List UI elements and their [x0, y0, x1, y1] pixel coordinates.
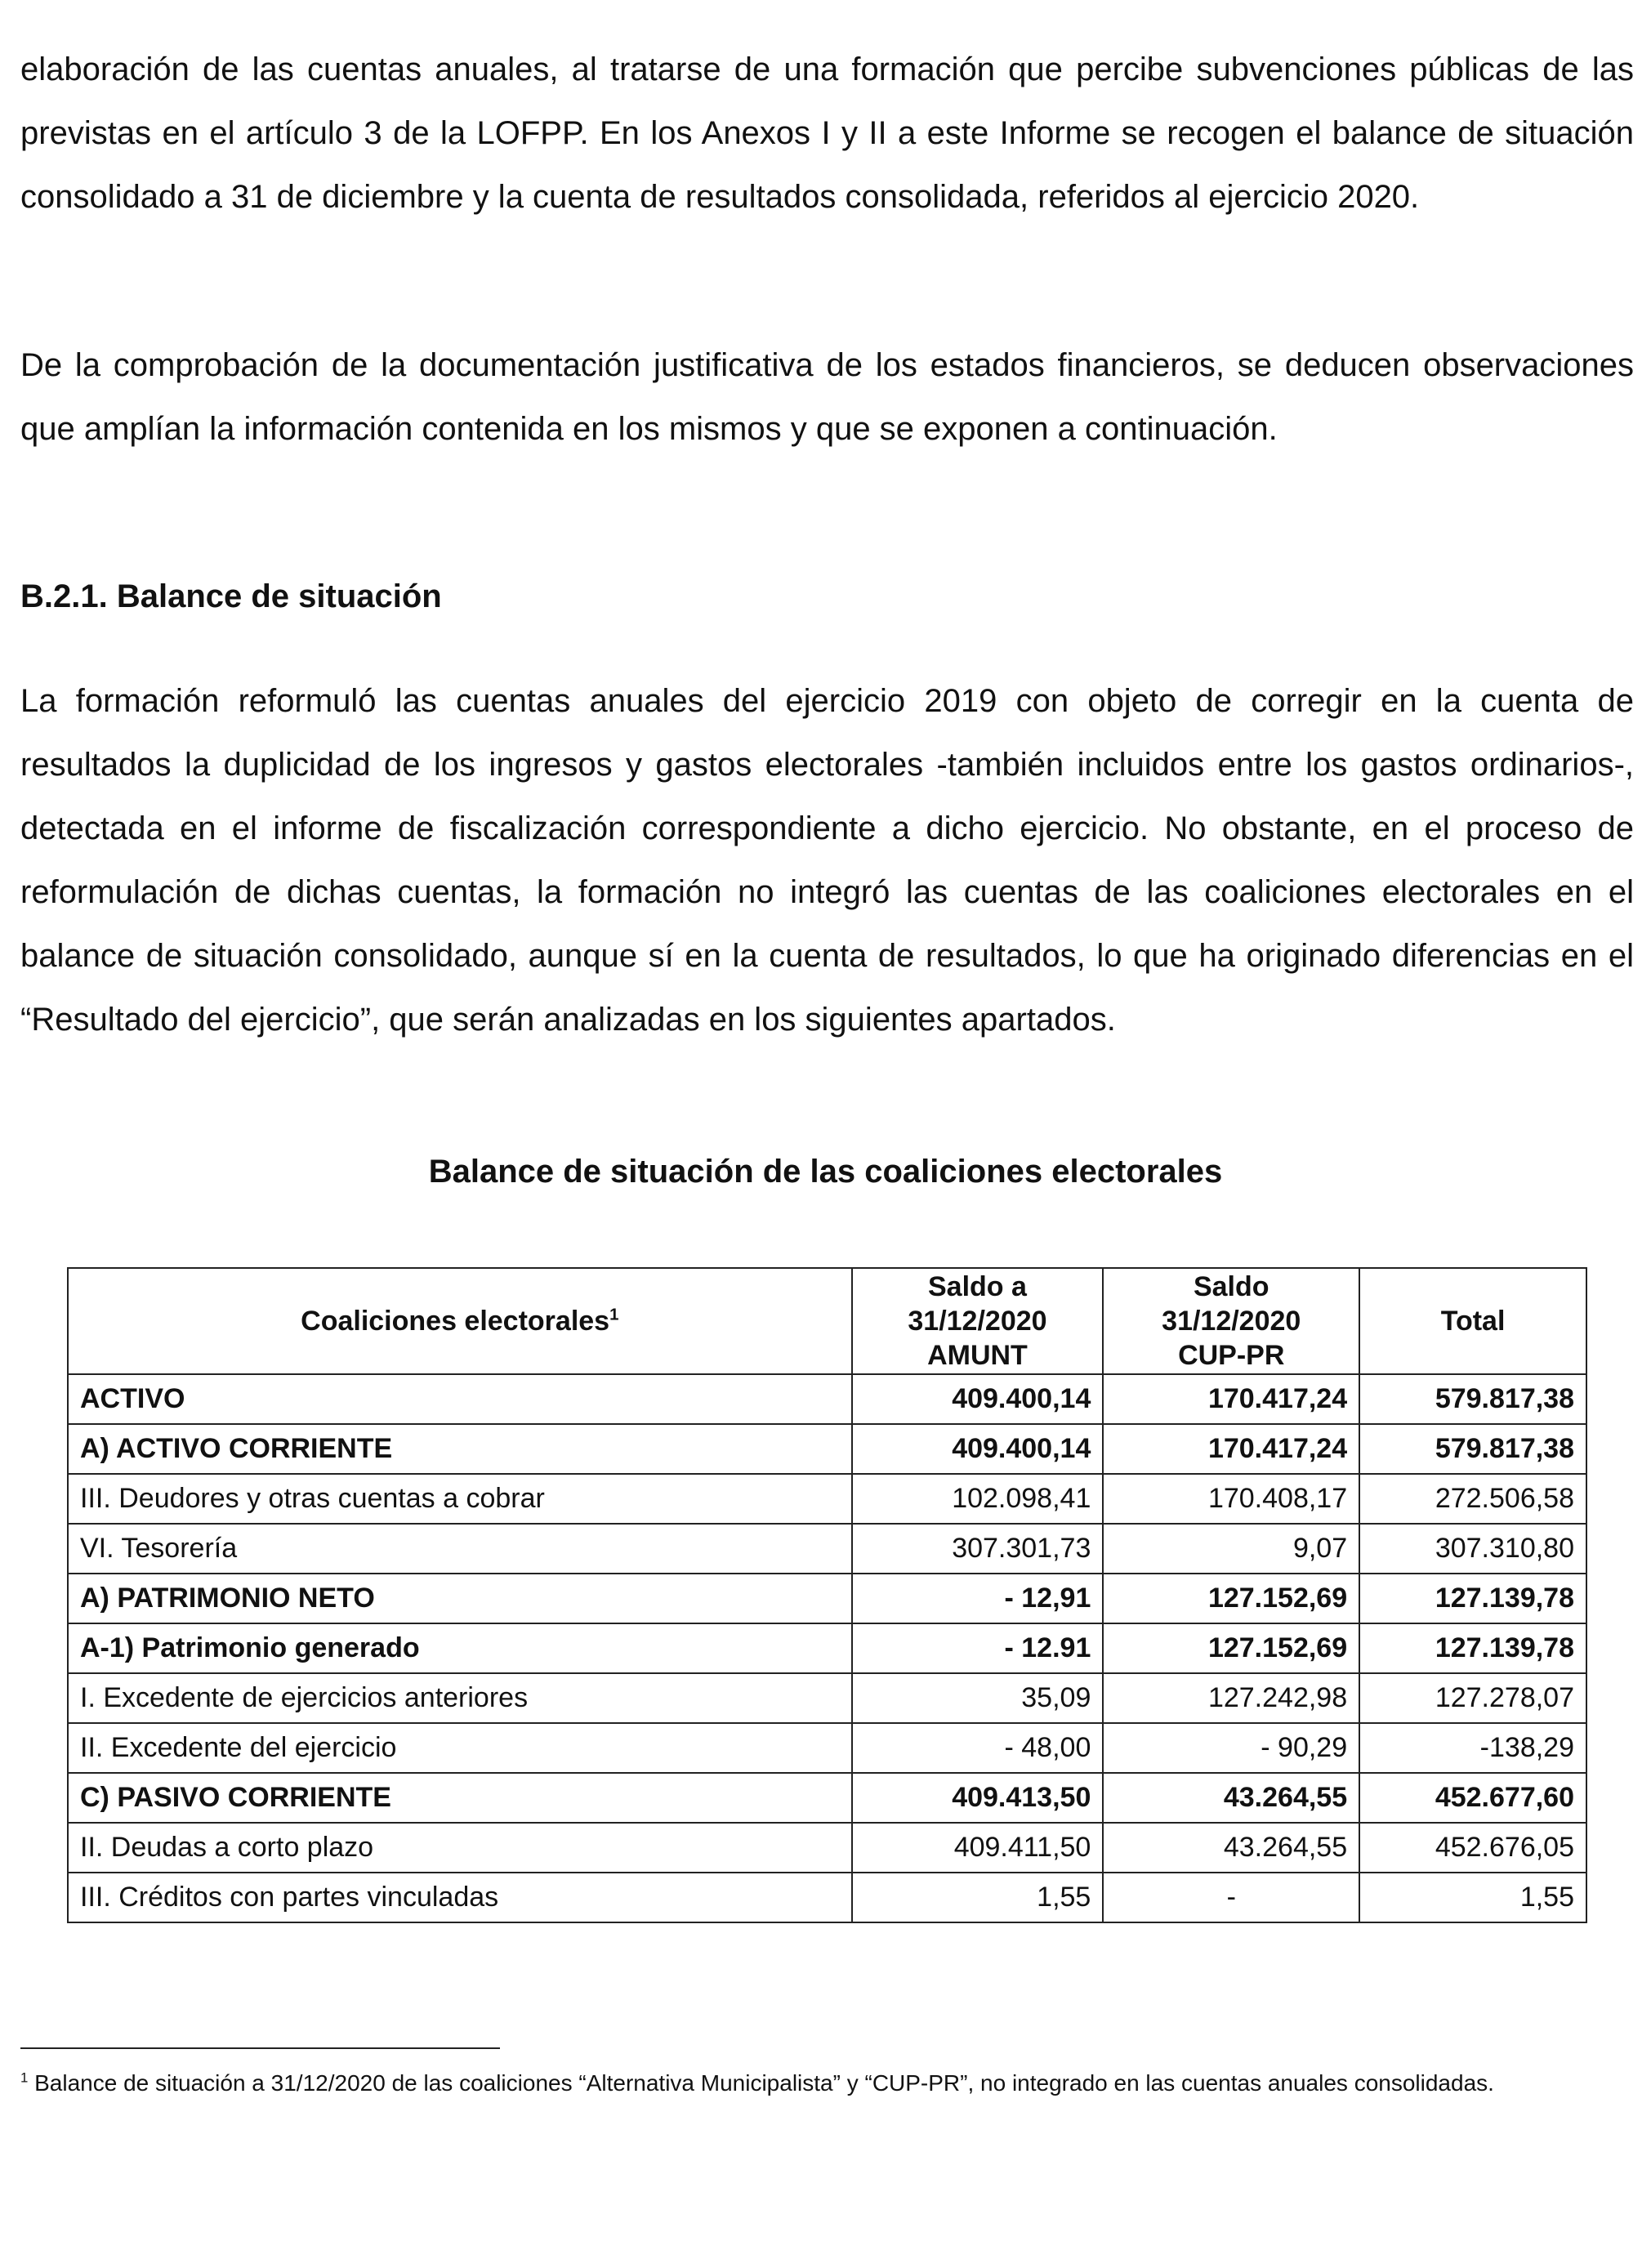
cell-amunt: 409.411,50 [852, 1823, 1104, 1873]
cell-total: 1,55 [1359, 1873, 1586, 1922]
table-row [68, 1574, 1586, 1623]
cell-amunt: 409.400,14 [852, 1374, 1104, 1424]
cell-total: 272.506,58 [1359, 1474, 1586, 1524]
cell-cup-pr: - 90,29 [1103, 1723, 1359, 1773]
table-row [68, 1474, 1586, 1524]
cell-cup-pr: - [1103, 1873, 1359, 1922]
cell-cup-pr: 43.264,55 [1103, 1773, 1359, 1823]
cell-cup-pr: 127.242,98 [1103, 1673, 1359, 1723]
table-header-row [68, 1268, 1586, 1374]
header-coaliciones: Coaliciones electorales$^1$ [68, 1268, 852, 1374]
cell-amunt: 307.301,73 [852, 1524, 1104, 1574]
paragraph-reformulation: La formación reformuló las cuentas anuales del ejercicio 2019 con objeto de corregir en la cuenta de resultados la duplicidad de los ingresos y gastos electorales -también incluidos entre los gastos ordinarios-, detectada en el informe de fiscalización correspondiente a dicho ejercicio. No obstante, en el proceso de reformulación de dichas cuentas, la formación no integró las cuentas de las coaliciones electorales en el balance de situación consolidado, aunque sí en la cuenta de resultados, lo que ha originado diferencias en el “Resultado del ejercicio”, que serán analizadas en los siguientes apartados. [20, 683, 1634, 1038]
table-row [68, 1723, 1586, 1773]
cell-total: 452.676,05 [1359, 1823, 1586, 1873]
row-label: VI. Tesorería [68, 1524, 852, 1574]
table-row [68, 1524, 1586, 1574]
cell-amunt: 35,09 [852, 1673, 1104, 1723]
row-label: II. Excedente del ejercicio [68, 1723, 852, 1773]
table-row [68, 1374, 1586, 1424]
row-label: A) ACTIVO CORRIENTE [68, 1424, 852, 1474]
paragraph-observations: De la comprobación de la documentación justificativa de los estados financieros, se deducen observaciones que amplían la información contenida en los mismos y que se exponen a continuación. [20, 347, 1634, 447]
row-label: A-1) Patrimonio generado [68, 1623, 852, 1673]
cell-total: 127.139,78 [1359, 1574, 1586, 1623]
table-row [68, 1823, 1586, 1873]
cell-total: 579.817,38 [1359, 1374, 1586, 1424]
footnote: $^1$ Balance de situación a 31/12/2020 de las coaliciones “Alternativa Municipalista” y “CUP-PR”, no integrado en las cuentas anuales consolidadas. [20, 2069, 1494, 2096]
cell-total: 452.677,60 [1359, 1773, 1586, 1823]
row-label: II. Deudas a corto plazo [68, 1823, 852, 1873]
cell-cup-pr: 170.417,24 [1103, 1374, 1359, 1424]
table-row [68, 1873, 1586, 1922]
cell-total: 127.278,07 [1359, 1673, 1586, 1723]
table-row [68, 1623, 1586, 1673]
cell-cup-pr: 127.152,69 [1103, 1623, 1359, 1673]
cell-total: -138,29 [1359, 1723, 1586, 1773]
footnote-divider [20, 2047, 500, 2049]
table-title: Balance de situación de las coaliciones electorales [428, 1154, 1223, 1190]
cell-amunt: - 12,91 [852, 1574, 1104, 1623]
cell-amunt: 409.413,50 [852, 1773, 1104, 1823]
cell-total: 307.310,80 [1359, 1524, 1586, 1574]
cell-total: 127.139,78 [1359, 1623, 1586, 1673]
row-label: A) PATRIMONIO NETO [68, 1574, 852, 1623]
cell-cup-pr: 9,07 [1103, 1524, 1359, 1574]
section-heading: B.2.1. Balance de situación [20, 578, 442, 614]
paragraph-intro: elaboración de las cuentas anuales, al tratarse de una formación que percibe subvenciones públicas de las previstas en el artículo 3 de la LOFPP. En los Anexos I y II a este Informe se recogen el balance de situación consolidado a 31 de diciembre y la cuenta de resultados consolidada, referidos al ejercicio 2020. [20, 51, 1634, 215]
cell-amunt: 409.400,14 [852, 1424, 1104, 1474]
header-cup-pr: Saldo 31/12/2020 CUP-PR [1103, 1268, 1359, 1374]
header-amunt: Saldo a 31/12/2020 AMUNT [852, 1268, 1104, 1374]
table-row [68, 1773, 1586, 1823]
footnote-ref: 1 [609, 1306, 619, 1324]
cell-cup-pr: 127.152,69 [1103, 1574, 1359, 1623]
row-label: III. Créditos con partes vinculadas [68, 1873, 852, 1922]
header-total: Total [1359, 1268, 1586, 1374]
cell-amunt: - 12.91 [852, 1623, 1104, 1673]
balance-table [67, 1267, 1587, 1923]
cell-cup-pr: 170.408,17 [1103, 1474, 1359, 1524]
table-row [68, 1673, 1586, 1723]
row-label: C) PASIVO CORRIENTE [68, 1773, 852, 1823]
cell-total: 579.817,38 [1359, 1424, 1586, 1474]
row-label: III. Deudores y otras cuentas a cobrar [68, 1474, 852, 1524]
table-row [68, 1424, 1586, 1474]
cell-amunt: 102.098,41 [852, 1474, 1104, 1524]
row-label: ACTIVO [68, 1374, 852, 1424]
row-label: I. Excedente de ejercicios anteriores [68, 1673, 852, 1723]
cell-cup-pr: 170.417,24 [1103, 1424, 1359, 1474]
cell-amunt: 1,55 [852, 1873, 1104, 1922]
cell-amunt: - 48,00 [852, 1723, 1104, 1773]
cell-cup-pr: 43.264,55 [1103, 1823, 1359, 1873]
